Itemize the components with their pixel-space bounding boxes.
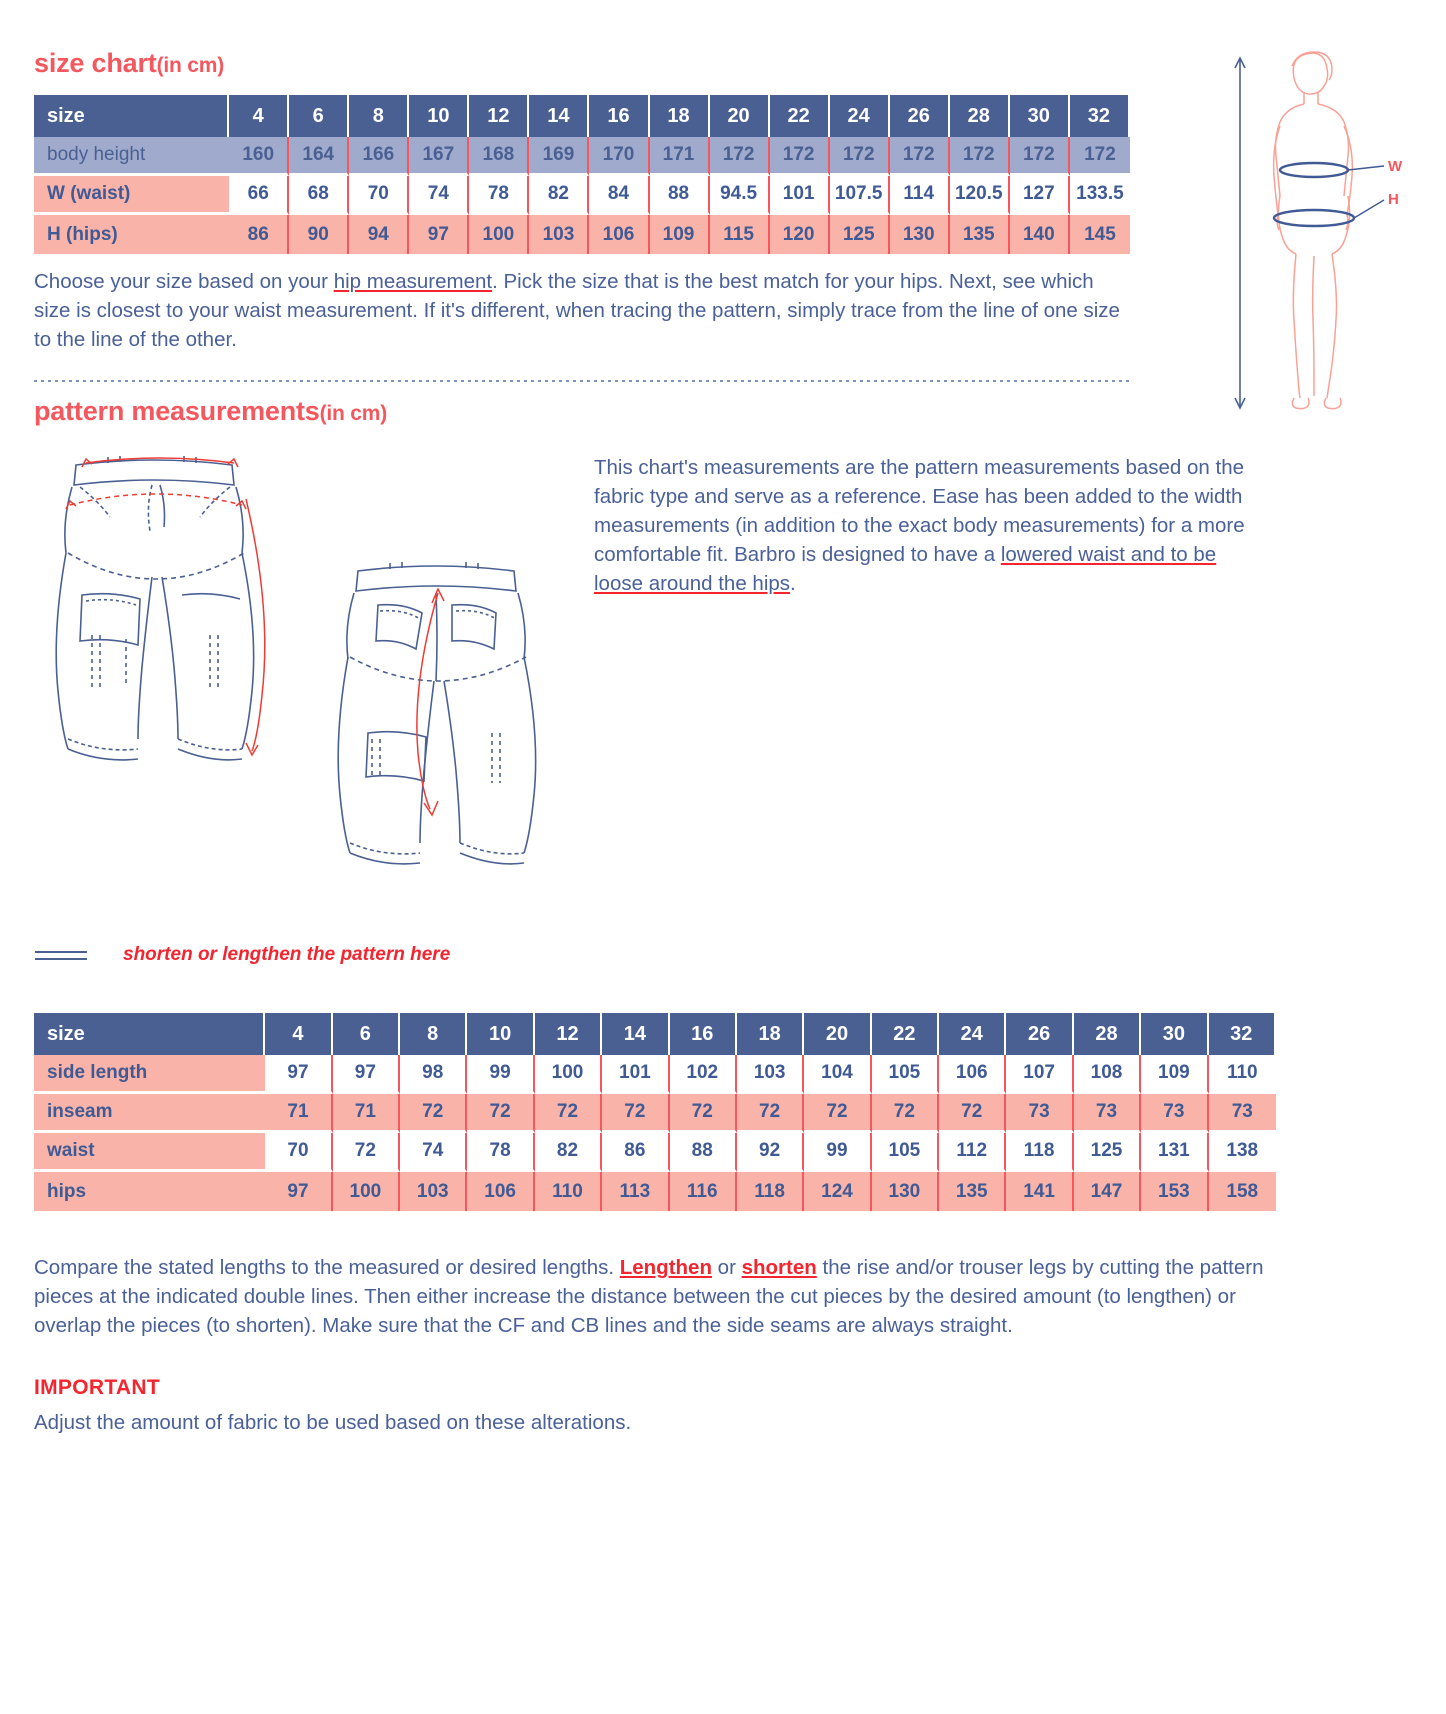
pattern-illustration-section (34, 443, 1412, 933)
pattern-table-container (34, 1013, 1412, 1211)
cell-value: 116 (670, 1172, 737, 1211)
cell-value: 97 (409, 215, 469, 254)
cell-value: 158 (1209, 1172, 1276, 1211)
size-column-header-10: 10 (409, 95, 469, 137)
pattern-measurements-unit: (in cm) (319, 402, 388, 425)
size-column-header-6: 6 (333, 1013, 400, 1055)
cell-value: 172 (710, 137, 770, 176)
cell-value: 72 (535, 1094, 602, 1133)
cell-value: 145 (1070, 215, 1130, 254)
size-column-header-6: 6 (289, 95, 349, 137)
pattern-table-header-label: size (34, 1013, 265, 1055)
size-chart-title: size chart (34, 48, 157, 78)
closing-text-part3: the rise and/or trouser legs by cutting the pattern pieces at the indicated double lines. Then either increase the distance between the cut pieces by the desired amount (to lengthen) or overlap the pieces (to shorten). Make sure that the CF and CB lines and the side seams are always straight. (34, 1256, 1264, 1337)
size-column-header-28: 28 (1074, 1013, 1141, 1055)
size-column-header-28: 28 (950, 95, 1010, 137)
size-column-header-22: 22 (770, 95, 830, 137)
size-chart-table (34, 95, 1130, 254)
row-label-hips: hips (34, 1172, 265, 1211)
cell-value: 135 (950, 215, 1010, 254)
cell-value: 105 (872, 1055, 939, 1094)
cell-value: 172 (830, 137, 890, 176)
size-column-header-14: 14 (602, 1013, 669, 1055)
cell-value: 118 (1006, 1133, 1073, 1172)
hip-measurement-link[interactable]: hip measurement (333, 270, 493, 293)
cell-value: 88 (670, 1133, 737, 1172)
cell-value: 103 (737, 1055, 804, 1094)
trouser-back-view (338, 562, 535, 864)
intro-text-part1: Choose your size based on your (34, 270, 334, 293)
waist-measure-line (1280, 163, 1384, 177)
cell-value: 166 (349, 137, 409, 176)
hip-measure-line (1274, 200, 1384, 226)
cell-value: 73 (1074, 1094, 1141, 1133)
row-label-waist: waist (34, 1133, 265, 1172)
size-column-header-24: 24 (830, 95, 890, 137)
trouser-front-and-back-views (34, 443, 584, 933)
cell-value: 105 (872, 1133, 939, 1172)
cell-value: 147 (1074, 1172, 1141, 1211)
size-column-header-4: 4 (265, 1013, 332, 1055)
cell-value: 120 (770, 215, 830, 254)
size-column-header-16: 16 (589, 95, 649, 137)
row-label-inseam: inseam (34, 1094, 265, 1133)
cell-value: 78 (467, 1133, 534, 1172)
cell-value: 84 (589, 176, 649, 215)
pattern-measurements-heading (34, 382, 1412, 427)
cell-value: 118 (737, 1172, 804, 1211)
cell-value: 167 (409, 137, 469, 176)
intro-text-part2: . Pick the size that is the best match for your hips. Next, see which size is closest to your waist measurement. If it's different, when tracing the pattern, simply trace from the line of one size to the line of the other. (34, 270, 1120, 351)
cell-value: 68 (289, 176, 349, 215)
cell-value: 138 (1209, 1133, 1276, 1172)
pattern-text-part1: This chart's measurements are the pattern measurements based on the fabric type and serve as a reference. Ease has been added to the width measurements (in addition to the exact body measurements) for a more comfortable fit. Barbro is designed to have a (594, 456, 1245, 566)
size-column-header-12: 12 (469, 95, 529, 137)
cell-value: 73 (1141, 1094, 1208, 1133)
cell-value: 100 (535, 1055, 602, 1094)
cell-value: 72 (670, 1094, 737, 1133)
pattern-text-part2: . (790, 572, 796, 595)
cell-value: 101 (770, 176, 830, 215)
cell-value: 106 (589, 215, 649, 254)
size-column-header-18: 18 (737, 1013, 804, 1055)
table-row (34, 176, 1130, 215)
table-row (34, 1172, 1276, 1211)
size-column-header-10: 10 (467, 1013, 534, 1055)
double-line-symbol (35, 951, 87, 960)
cell-value: 172 (890, 137, 950, 176)
cell-value: 130 (890, 215, 950, 254)
cell-value: 73 (1209, 1094, 1276, 1133)
cell-value: 103 (400, 1172, 467, 1211)
cell-value: 135 (939, 1172, 1006, 1211)
cell-value: 172 (1070, 137, 1130, 176)
cell-value: 100 (333, 1172, 400, 1211)
size-column-header-18: 18 (650, 95, 710, 137)
waist-marker-label: W (1388, 158, 1403, 175)
size-column-header-26: 26 (890, 95, 950, 137)
cell-value: 110 (1209, 1055, 1276, 1094)
pattern-measurements-description (594, 443, 1254, 933)
cell-value: 102 (670, 1055, 737, 1094)
size-column-header-20: 20 (804, 1013, 871, 1055)
lengthen-link[interactable]: Lengthen (619, 1256, 712, 1279)
cell-value: 160 (229, 137, 289, 176)
size-table-head (34, 95, 1130, 137)
size-table-header-row (34, 95, 1130, 137)
size-chart-unit: (in cm) (156, 54, 224, 77)
size-chart-heading (34, 0, 1412, 79)
cell-value: 90 (289, 215, 349, 254)
cell-value: 113 (602, 1172, 669, 1211)
cell-value: 101 (602, 1055, 669, 1094)
cell-value: 140 (1010, 215, 1070, 254)
cell-value: 72 (737, 1094, 804, 1133)
table-row (34, 1094, 1276, 1133)
size-table-header-label: size (34, 95, 229, 137)
cell-value: 106 (467, 1172, 534, 1211)
cell-value: 164 (289, 137, 349, 176)
cell-value: 74 (400, 1133, 467, 1172)
row-label-body-height: body height (34, 137, 229, 176)
cell-value: 98 (400, 1055, 467, 1094)
important-heading: IMPORTANT (34, 1376, 160, 1399)
cell-value: 71 (265, 1094, 332, 1133)
cell-value: 172 (770, 137, 830, 176)
size-column-header-16: 16 (670, 1013, 737, 1055)
figure-outline (1274, 52, 1353, 409)
cell-value: 73 (1006, 1094, 1073, 1133)
cell-value: 108 (1074, 1055, 1141, 1094)
cell-value: 103 (529, 215, 589, 254)
cell-value: 172 (1010, 137, 1070, 176)
front-measurement-arrows (66, 458, 265, 755)
important-text: Adjust the amount of fabric to be used based on these alterations. (34, 1411, 632, 1434)
cell-value: 74 (409, 176, 469, 215)
cell-value: 66 (229, 176, 289, 215)
size-column-header-32: 32 (1070, 95, 1130, 137)
size-column-header-22: 22 (872, 1013, 939, 1055)
cell-value: 72 (602, 1094, 669, 1133)
cell-value: 72 (804, 1094, 871, 1133)
shorten-lengthen-legend (34, 941, 1412, 969)
size-column-header-8: 8 (400, 1013, 467, 1055)
cell-value: 99 (804, 1133, 871, 1172)
cell-value: 169 (529, 137, 589, 176)
cell-value: 112 (939, 1133, 1006, 1172)
female-figure-diagram (1232, 48, 1422, 418)
cell-value: 109 (1141, 1055, 1208, 1094)
pattern-table-body (34, 1055, 1276, 1211)
cell-value: 110 (535, 1172, 602, 1211)
size-column-header-4: 4 (229, 95, 289, 137)
table-row (34, 1055, 1276, 1094)
cell-value: 72 (467, 1094, 534, 1133)
legend-label: shorten or lengthen the pattern here (123, 944, 451, 965)
cell-value: 107 (1006, 1055, 1073, 1094)
cell-value: 127 (1010, 176, 1070, 215)
cell-value: 70 (349, 176, 409, 215)
size-table-container (34, 95, 1412, 254)
cell-value: 153 (1141, 1172, 1208, 1211)
cell-value: 172 (950, 137, 1010, 176)
size-column-header-30: 30 (1141, 1013, 1208, 1055)
cell-value: 94.5 (710, 176, 770, 215)
cell-value: 114 (890, 176, 950, 215)
cell-value: 109 (650, 215, 710, 254)
cell-value: 86 (602, 1133, 669, 1172)
cell-value: 100 (469, 215, 529, 254)
size-column-header-24: 24 (939, 1013, 1006, 1055)
cell-value: 88 (650, 176, 710, 215)
cell-value: 125 (1074, 1133, 1141, 1172)
table-row (34, 137, 1130, 176)
pattern-measurements-table (34, 1013, 1276, 1211)
cell-value: 82 (535, 1133, 602, 1172)
cell-value: 124 (804, 1172, 871, 1211)
size-column-header-12: 12 (535, 1013, 602, 1055)
size-chart-instructions (34, 267, 1134, 354)
body-height-arrow (1235, 58, 1245, 408)
table-row (34, 215, 1130, 254)
cell-value: 168 (469, 137, 529, 176)
cell-value: 133.5 (1070, 176, 1130, 215)
size-table-body (34, 137, 1130, 254)
mannequin-illustration (1232, 48, 1422, 418)
size-column-header-32: 32 (1209, 1013, 1276, 1055)
pattern-measurements-title: pattern measurements (34, 396, 320, 426)
cell-value: 115 (710, 215, 770, 254)
cell-value: 97 (333, 1055, 400, 1094)
cell-value: 104 (804, 1055, 871, 1094)
cell-value: 70 (265, 1133, 332, 1172)
table-row (34, 1133, 1276, 1172)
size-column-header-20: 20 (710, 95, 770, 137)
cell-value: 141 (1006, 1172, 1073, 1211)
size-column-header-8: 8 (349, 95, 409, 137)
row-label-side-length: side length (34, 1055, 265, 1094)
cell-value: 125 (830, 215, 890, 254)
cell-value: 72 (872, 1094, 939, 1133)
cell-value: 82 (529, 176, 589, 215)
closing-text-part2: or (711, 1256, 742, 1279)
shorten-link[interactable]: shorten (741, 1256, 817, 1279)
trouser-technical-drawings (34, 443, 594, 933)
cell-value: 94 (349, 215, 409, 254)
row-label-w-waist-: W (waist) (34, 176, 229, 215)
cell-value: 130 (872, 1172, 939, 1211)
cell-value: 171 (650, 137, 710, 176)
cell-value: 107.5 (830, 176, 890, 215)
cell-value: 120.5 (950, 176, 1010, 215)
cell-value: 72 (333, 1133, 400, 1172)
cell-value: 86 (229, 215, 289, 254)
cell-value: 72 (400, 1094, 467, 1133)
hip-marker-label: H (1388, 191, 1399, 208)
cell-value: 170 (589, 137, 649, 176)
size-column-header-14: 14 (529, 95, 589, 137)
size-column-header-30: 30 (1010, 95, 1070, 137)
cell-value: 71 (333, 1094, 400, 1133)
closing-text-part1: Compare the stated lengths to the measured or desired lengths. (34, 1256, 620, 1279)
cell-value: 72 (939, 1094, 1006, 1133)
cell-value: 78 (469, 176, 529, 215)
pattern-table-head (34, 1013, 1276, 1055)
cell-value: 97 (265, 1055, 332, 1094)
pattern-table-header-row (34, 1013, 1276, 1055)
cell-value: 92 (737, 1133, 804, 1172)
row-label-h-hips-: H (hips) (34, 215, 229, 254)
lowered-waist-link[interactable]: lowered waist and to be loose around the hips (594, 543, 1217, 595)
cell-value: 131 (1141, 1133, 1208, 1172)
cell-value: 106 (939, 1055, 1006, 1094)
cell-value: 97 (265, 1172, 332, 1211)
alteration-instructions (34, 1253, 1304, 1340)
cell-value: 99 (467, 1055, 534, 1094)
size-column-header-26: 26 (1006, 1013, 1073, 1055)
